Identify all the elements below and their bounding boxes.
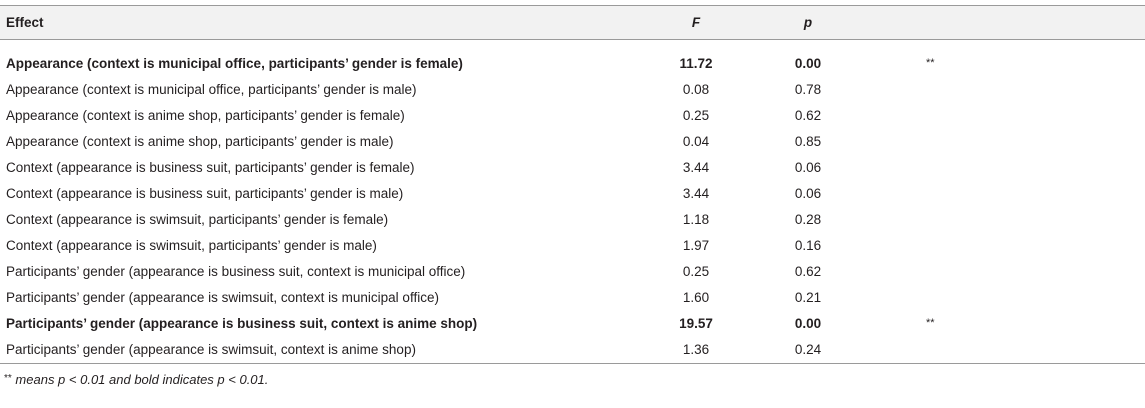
f-value-cell: 0.04 bbox=[682, 133, 710, 149]
effect-cell: Participants’ gender (appearance is business suit, context is municipal office) bbox=[6, 263, 466, 279]
effect-cell: Participants’ gender (appearance is swimsuit, context is municipal office) bbox=[6, 289, 439, 305]
significance-cell bbox=[864, 180, 1145, 206]
significance-cell bbox=[864, 206, 1145, 232]
f-value-cell: 3.44 bbox=[682, 185, 710, 201]
f-value-cell: 11.72 bbox=[679, 55, 713, 71]
significance-cell: ** bbox=[926, 317, 935, 329]
effect-cell: Appearance (context is anime shop, participants’ gender is female) bbox=[6, 107, 405, 123]
effect-cell: Appearance (context is anime shop, participants’ gender is male) bbox=[6, 133, 394, 149]
f-value-cell: 1.97 bbox=[682, 237, 710, 253]
header-p-label: p bbox=[803, 15, 813, 30]
p-value-cell: 0.78 bbox=[794, 81, 822, 97]
header-f-label: F bbox=[691, 15, 701, 30]
p-value-cell: 0.62 bbox=[794, 263, 822, 279]
f-value-cell: 0.25 bbox=[682, 263, 710, 279]
table-row bbox=[0, 310, 1145, 336]
table-row bbox=[0, 76, 1145, 102]
p-value-cell: 0.62 bbox=[794, 107, 822, 123]
header-f bbox=[640, 6, 752, 40]
effect-cell: Appearance (context is municipal office, participants’ gender is male) bbox=[6, 81, 417, 97]
table-row bbox=[0, 50, 1145, 76]
effect-cell: Participants’ gender (appearance is business suit, context is anime shop) bbox=[6, 315, 478, 331]
p-value-cell: 0.85 bbox=[794, 133, 822, 149]
f-value-cell: 0.08 bbox=[682, 81, 710, 97]
effect-cell: Appearance (context is municipal office, participants’ gender is female) bbox=[6, 55, 463, 71]
p-value-cell: 0.00 bbox=[794, 315, 822, 331]
f-value-cell: 3.44 bbox=[682, 159, 710, 175]
table-row bbox=[0, 128, 1145, 154]
significance-cell bbox=[864, 258, 1145, 284]
table-row bbox=[0, 336, 1145, 364]
effect-cell: Participants’ gender (appearance is swimsuit, context is anime shop) bbox=[0, 336, 640, 364]
header-row bbox=[0, 6, 1145, 40]
f-value-cell: 1.36 bbox=[640, 336, 752, 364]
table-body bbox=[0, 40, 1145, 364]
body-spacer bbox=[0, 40, 1145, 51]
f-value-cell: 1.18 bbox=[682, 211, 710, 227]
p-value-cell: 0.24 bbox=[752, 336, 864, 364]
effect-cell: Context (appearance is swimsuit, participants’ gender is female) bbox=[6, 211, 389, 227]
results-table bbox=[0, 5, 1145, 364]
significance-cell bbox=[864, 102, 1145, 128]
p-value-cell: 0.28 bbox=[794, 211, 822, 227]
footnote-marker: ** bbox=[4, 373, 12, 384]
effect-cell: Context (appearance is business suit, participants’ gender is female) bbox=[6, 159, 415, 175]
table-footnote bbox=[0, 372, 1145, 387]
p-value-cell: 0.00 bbox=[794, 55, 822, 71]
header-significance bbox=[864, 6, 1145, 40]
p-value-cell: 0.21 bbox=[794, 289, 822, 305]
f-value-cell: 0.25 bbox=[682, 107, 710, 123]
header-p bbox=[752, 6, 864, 40]
significance-cell bbox=[864, 128, 1145, 154]
table-row bbox=[0, 102, 1145, 128]
p-value-cell: 0.16 bbox=[794, 237, 822, 253]
f-value-cell: 1.60 bbox=[682, 289, 710, 305]
table-row bbox=[0, 258, 1145, 284]
footnote-text: means p < 0.01 and bold indicates p < 0.01. bbox=[15, 372, 269, 387]
table-header bbox=[0, 6, 1145, 40]
p-value-cell: 0.06 bbox=[794, 159, 822, 175]
table-row bbox=[0, 284, 1145, 310]
header-effect: Effect bbox=[6, 15, 44, 30]
significance-cell bbox=[864, 232, 1145, 258]
f-value-cell: 19.57 bbox=[679, 315, 713, 331]
table-row bbox=[0, 180, 1145, 206]
table-row bbox=[0, 154, 1145, 180]
table-row bbox=[0, 232, 1145, 258]
p-value-cell: 0.06 bbox=[794, 185, 822, 201]
table-row bbox=[0, 206, 1145, 232]
significance-cell: ** bbox=[926, 57, 935, 69]
significance-cell bbox=[864, 336, 1145, 364]
significance-cell bbox=[864, 76, 1145, 102]
effect-cell: Context (appearance is business suit, participants’ gender is male) bbox=[6, 185, 404, 201]
effect-cell: Context (appearance is swimsuit, participants’ gender is male) bbox=[6, 237, 377, 253]
significance-cell bbox=[864, 284, 1145, 310]
significance-cell bbox=[864, 154, 1145, 180]
